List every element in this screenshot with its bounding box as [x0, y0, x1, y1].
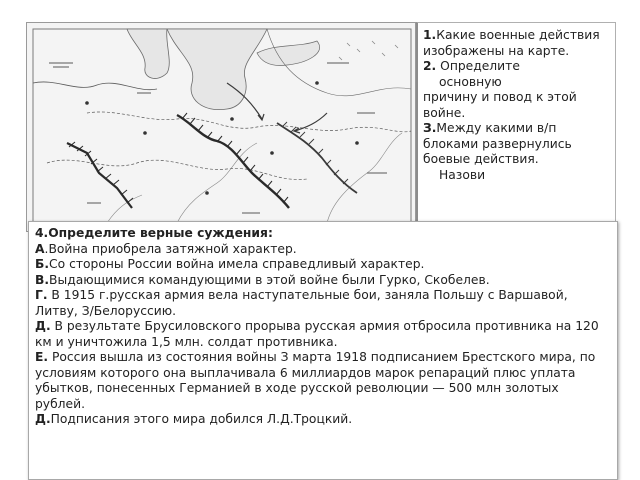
map-drawing	[27, 23, 416, 232]
statement-d: Д. В результате Брусиловского прорыва русская армия отбросила противника на 120 км и уничтожила 1,5 млн. солдат противника.	[35, 319, 599, 349]
statement-e: Е. Россия вышла из состояния войны З марта 1918 подписанием Брестского мира, по условиям которого она выплачивала 6 миллиардов марок репараций плюс уплата убытков, понесенных Германией в ходе русской революции — 500 млн золотых рублей.	[35, 350, 596, 411]
statements-title: 4.Определите верные суждения:	[35, 226, 273, 240]
question-3: З.Между какими в/п блоками развернулись боевые действия.	[423, 121, 572, 166]
question-1: 1.Какие военные действия изображены на карте.	[423, 28, 600, 58]
war-map	[26, 22, 416, 232]
statement-d2: Д.Подписания этого мира добился Л.Д.Троцкий.	[35, 412, 353, 426]
questions-panel	[416, 22, 616, 222]
statement-a: А.Война приобрела затяжной характер.	[35, 241, 297, 256]
question-3-tail: Назови	[439, 167, 486, 182]
question-2-line-2: основную	[439, 74, 502, 89]
statement-g: Г. В 1915 г.русская армия вела наступательные бои, заняла Польшу с Варшавой, Литву, З/Белоруссию.	[35, 288, 568, 318]
statement-v: В.Выдающимися командующими в этой войне были Гурко, Скобелев.	[35, 272, 490, 287]
question-2: 2. Определите	[423, 59, 520, 73]
statements-panel	[28, 221, 618, 480]
question-2-line-3: причину и повод к этой войне.	[423, 90, 577, 120]
statement-b: Б.Со стороны России война имела справедливый характер.	[35, 257, 425, 271]
